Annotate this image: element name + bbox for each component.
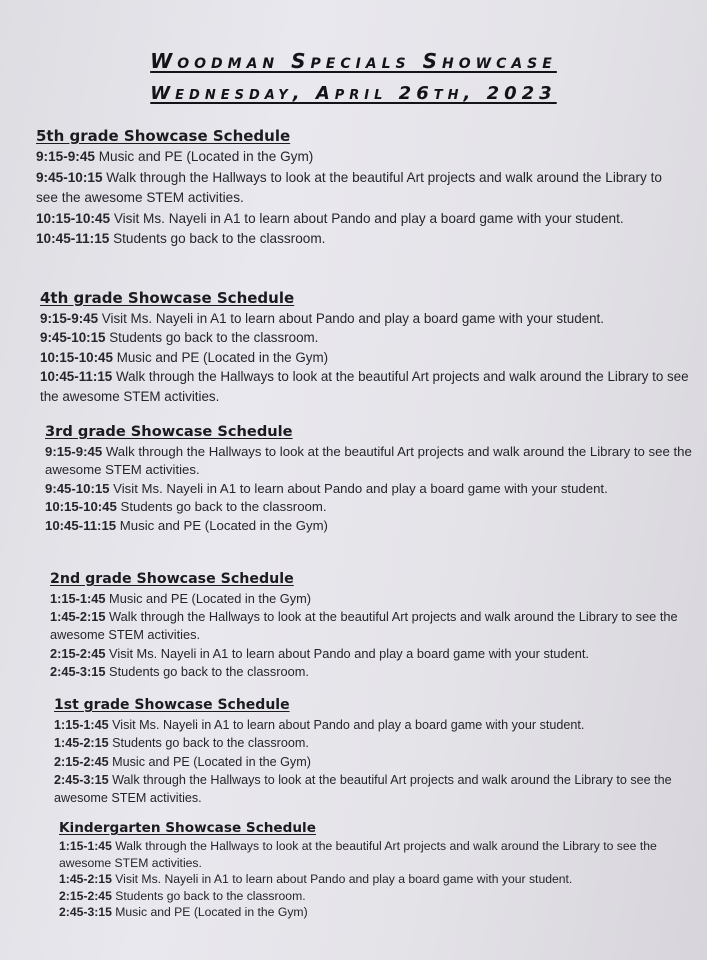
entry-time: 2:15-2:45 bbox=[54, 754, 109, 769]
entry-text: Music and PE (Located in the Gym) bbox=[112, 349, 329, 365]
entry-text: Music and PE (Located in the Gym) bbox=[108, 754, 311, 769]
entry-time: 1:15-1:45 bbox=[59, 839, 112, 853]
entry-time: 10:45-11:15 bbox=[45, 517, 117, 533]
entry-time: 2:15-2:45 bbox=[59, 888, 112, 903]
schedule-entry bbox=[45, 498, 695, 516]
schedule-section-1st-grade bbox=[54, 697, 704, 807]
entry-time: 9:15-9:45 bbox=[40, 311, 99, 326]
entry-text: Students go back to the classroom. bbox=[116, 499, 327, 515]
document-title: Woodman Specials Showcase bbox=[150, 49, 557, 73]
section-heading: 5th grade Showcase Schedule bbox=[36, 127, 291, 145]
entry-text: Students go back to the classroom. bbox=[108, 736, 309, 751]
section-heading: 4th grade Showcase Schedule bbox=[40, 289, 295, 307]
entry-text: Visit Ms. Nayeli in A1 to learn about Pando and play a board game with your student. bbox=[98, 311, 604, 326]
entry-time: 10:15-10:45 bbox=[36, 210, 111, 226]
schedule-section-kindergarten bbox=[59, 820, 707, 921]
schedule-entry bbox=[50, 663, 700, 681]
schedule-entry bbox=[40, 309, 690, 328]
document-subtitle: Wednesday, April 26th, 2023 bbox=[150, 83, 557, 104]
schedule-entry bbox=[50, 645, 700, 663]
schedule-entry bbox=[36, 209, 686, 230]
entry-text: Students go back to the classroom. bbox=[105, 663, 309, 679]
entry-text: Visit Ms. Nayeli in A1 to learn about Pando and play a board game with your student. bbox=[110, 210, 624, 226]
schedule-entry bbox=[59, 888, 707, 905]
schedule-entry bbox=[54, 716, 704, 734]
entry-text: Walk through the Hallways to look at the beautiful Art projects and walk around the Library to see the awesome STEM activities. bbox=[36, 169, 662, 206]
entry-text: Visit Ms. Nayeli in A1 to learn about Pando and play a board game with your student. bbox=[108, 718, 585, 732]
entry-text: Students go back to the classroom. bbox=[111, 888, 306, 903]
entry-time: 9:45-10:15 bbox=[40, 330, 106, 346]
section-heading: 2nd grade Showcase Schedule bbox=[50, 571, 294, 587]
schedule-entry bbox=[54, 753, 704, 771]
schedule-entry bbox=[50, 590, 700, 608]
entry-time: 1:45-2:15 bbox=[54, 736, 109, 751]
entry-time: 10:15-10:45 bbox=[45, 499, 117, 515]
schedule-entry bbox=[59, 838, 707, 871]
entry-time: 9:45-10:15 bbox=[36, 169, 103, 185]
schedule-entry bbox=[45, 480, 695, 498]
entry-time: 2:45-3:15 bbox=[50, 663, 106, 679]
entry-text: Walk through the Hallways to look at the beautiful Art projects and walk around the Library to see the awesome STEM activities. bbox=[50, 609, 678, 643]
schedule-entry bbox=[54, 771, 704, 808]
schedule-entry bbox=[36, 147, 686, 168]
schedule-entry bbox=[40, 367, 690, 406]
schedule-entry bbox=[45, 443, 695, 480]
schedule-section-3rd-grade bbox=[45, 423, 695, 535]
entry-text: Music and PE (Located in the Gym) bbox=[94, 149, 314, 164]
entry-time: 9:15-9:45 bbox=[45, 444, 103, 459]
entry-text: Walk through the Hallways to look at the beautiful Art projects and walk around the Library to see the awesome STEM activities. bbox=[45, 444, 692, 478]
schedule-entry bbox=[59, 904, 707, 921]
entry-text: Music and PE (Located in the Gym) bbox=[105, 591, 312, 606]
entry-text: Music and PE (Located in the Gym) bbox=[116, 517, 328, 533]
schedule-section-5th-grade bbox=[36, 127, 686, 250]
schedule-entry bbox=[59, 871, 707, 888]
entry-time: 9:45-10:15 bbox=[45, 480, 110, 496]
schedule-entry bbox=[50, 608, 700, 644]
schedule-entry bbox=[36, 168, 686, 209]
entry-time: 10:45-11:15 bbox=[36, 231, 110, 247]
entry-text: Students go back to the classroom. bbox=[109, 231, 326, 247]
entry-text: Music and PE (Located in the Gym) bbox=[111, 905, 308, 920]
entry-text: Visit Ms. Nayeli in A1 to learn about Pando and play a board game with your student. bbox=[105, 645, 589, 661]
entry-text: Visit Ms. Nayeli in A1 to learn about Pando and play a board game with your student. bbox=[111, 872, 573, 887]
entry-time: 1:45-2:15 bbox=[50, 609, 106, 625]
entry-time: 2:15-2:45 bbox=[50, 645, 106, 661]
entry-time: 1:15-1:45 bbox=[50, 591, 106, 606]
entry-time: 1:45-2:15 bbox=[59, 872, 112, 887]
entry-time: 10:15-10:45 bbox=[40, 349, 113, 365]
entry-text: Walk through the Hallways to look at the beautiful Art projects and walk around the Library to see the awesome STEM activities. bbox=[59, 839, 657, 870]
entry-time: 9:15-9:45 bbox=[36, 149, 95, 164]
section-heading: 3rd grade Showcase Schedule bbox=[45, 423, 293, 440]
entry-text: Walk through the Hallways to look at the beautiful Art projects and walk around the Library to see the awesome STEM activities. bbox=[40, 369, 689, 404]
entry-time: 2:45-3:15 bbox=[54, 772, 109, 787]
schedule-entry bbox=[40, 328, 690, 347]
section-heading: 1st grade Showcase Schedule bbox=[54, 697, 290, 713]
entry-time: 10:45-11:15 bbox=[40, 369, 113, 385]
schedule-section-4th-grade bbox=[40, 289, 690, 406]
schedule-entry bbox=[54, 734, 704, 752]
entry-text: Students go back to the classroom. bbox=[105, 330, 319, 346]
entry-time: 1:15-1:45 bbox=[54, 718, 109, 732]
schedule-entry bbox=[40, 348, 690, 367]
schedule-entry bbox=[45, 517, 695, 535]
entry-time: 2:45-3:15 bbox=[59, 905, 112, 920]
schedule-section-2nd-grade bbox=[50, 571, 700, 681]
entry-text: Walk through the Hallways to look at the beautiful Art projects and walk around the Library to see the awesome STEM activities. bbox=[54, 772, 672, 806]
schedule-entry bbox=[36, 229, 686, 250]
entry-text: Visit Ms. Nayeli in A1 to learn about Pando and play a board game with your student. bbox=[109, 480, 608, 496]
section-heading: Kindergarten Showcase Schedule bbox=[59, 820, 316, 836]
